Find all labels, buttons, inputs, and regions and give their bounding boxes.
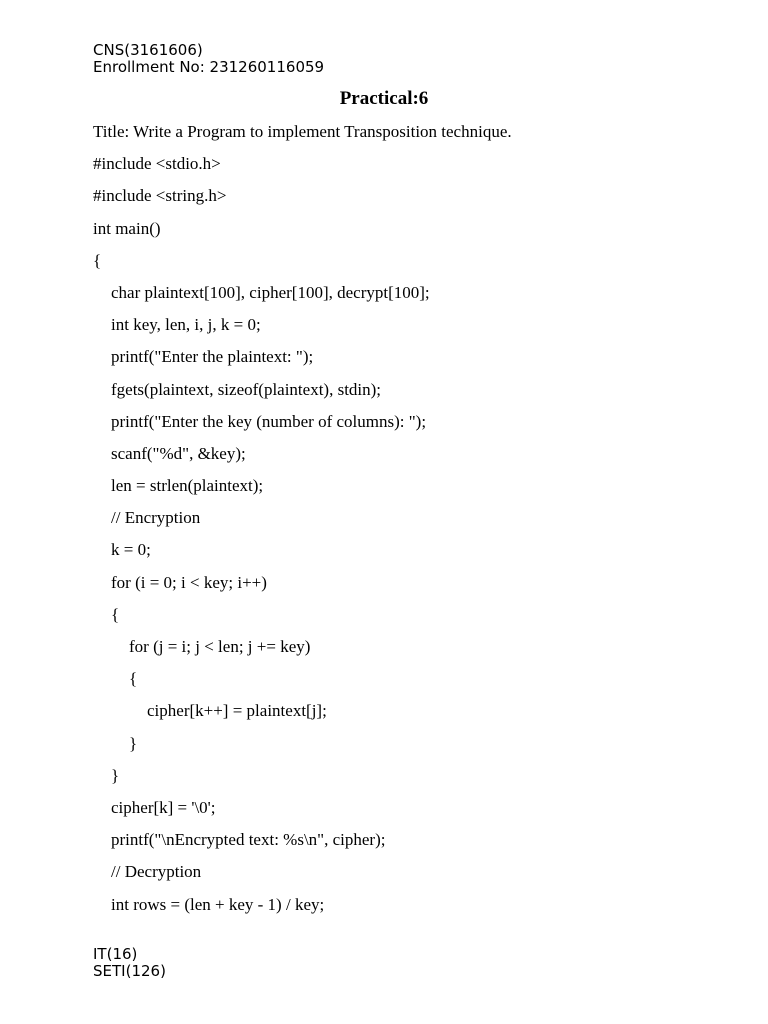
code-line: k = 0; xyxy=(111,540,151,560)
code-line: } xyxy=(111,765,120,785)
code-comment: // Encryption xyxy=(111,508,201,528)
enrollment-number: Enrollment No: 231260116059 xyxy=(93,58,325,76)
code-line: scanf("%d", &key); xyxy=(111,443,246,463)
code-line: printf("\nEncrypted text: %s\n", cipher); xyxy=(111,830,386,850)
code-line: char plaintext[100], cipher[100], decrypt[100]; xyxy=(111,282,430,302)
code-line: #include <stdio.h> xyxy=(93,154,221,174)
code-line: #include <string.h> xyxy=(93,186,227,206)
code-line: { xyxy=(129,669,138,689)
code-line: cipher[k] = '\0'; xyxy=(111,797,216,817)
college-label: SETI(126) xyxy=(93,962,166,980)
code-line: } xyxy=(129,733,138,753)
code-line: for (j = i; j < len; j += key) xyxy=(129,637,311,656)
department-label: IT(16) xyxy=(93,945,138,963)
code-line: printf("Enter the key (number of columns): "); xyxy=(111,411,427,431)
practical-title: Practical:6 xyxy=(339,88,429,109)
code-line: int rows = (len + key - 1) / key; xyxy=(111,894,325,914)
code-line: printf("Enter the plaintext: "); xyxy=(111,347,314,367)
page-footer xyxy=(93,946,166,980)
code-line: { xyxy=(111,604,120,624)
code-line: int key, len, i, j, k = 0; xyxy=(111,315,261,335)
code-line: cipher[k++] = plaintext[j]; xyxy=(147,701,327,721)
code-line: int main() xyxy=(93,218,161,238)
code-line: for (i = 0; i < key; i++) xyxy=(111,572,267,592)
code-listing xyxy=(93,121,512,926)
task-title-line: Title: Write a Program to implement Transposition technique. xyxy=(93,122,512,141)
code-comment: // Decryption xyxy=(111,862,202,882)
code-line: len = strlen(plaintext); xyxy=(111,476,264,496)
code-line: fgets(plaintext, sizeof(plaintext), stdin); xyxy=(111,379,382,399)
code-line: { xyxy=(93,250,102,270)
page-header xyxy=(93,42,324,76)
course-code: CNS(3161606) xyxy=(93,41,203,59)
